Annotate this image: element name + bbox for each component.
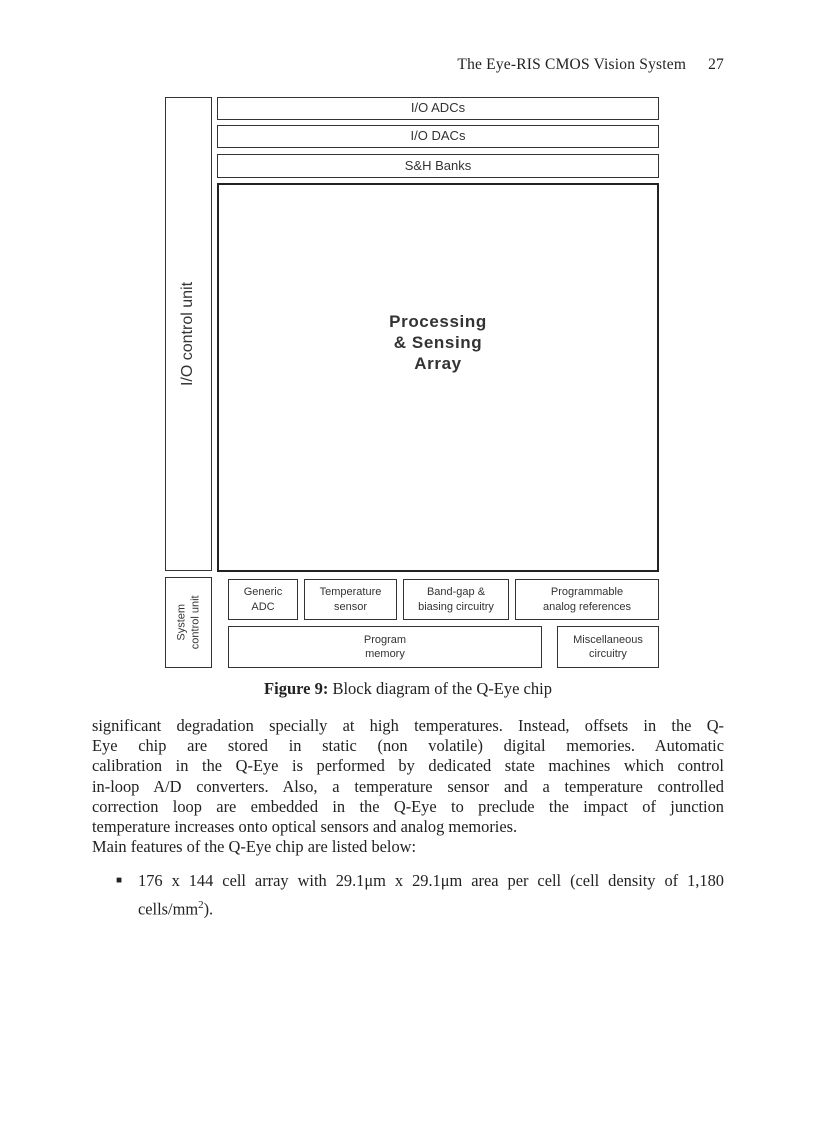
program-memory-label: Program memory: [363, 633, 407, 660]
processing-array-label: Processing & Sensing Array: [389, 312, 487, 373]
miscellaneous-circuitry-label: Miscellaneous circuitry: [573, 633, 643, 660]
header-title: The Eye-RIS CMOS Vision System: [457, 56, 687, 73]
temperature-sensor-block: [304, 579, 397, 620]
features-intro: Main features of the Q-Eye chip are listed below:: [92, 837, 417, 857]
feature-bullet-item: [92, 869, 724, 921]
programmable-analog-references-label: Programmable analog references: [542, 586, 632, 613]
system-control-unit-block: [165, 577, 212, 668]
bandgap-label: Band-gap & biasing circuitry: [418, 586, 494, 613]
figure-label: Figure 9:: [264, 679, 329, 698]
processing-array-block: [217, 183, 659, 572]
sh-banks-label: S&H Banks: [404, 157, 472, 173]
body-line: significant degradation specially at high temperatures. Instead, offsets in the Q-: [92, 716, 724, 735]
miscellaneous-circuitry-block: [557, 626, 659, 668]
body-line: temperature increases onto optical sensors and analog memories.: [92, 817, 518, 837]
io-dacs-block: [217, 125, 659, 148]
figure-caption: [0, 679, 816, 699]
generic-adc-label: Generic ADC: [243, 586, 283, 613]
io-control-unit-block: [165, 97, 212, 571]
system-control-unit-label: System control unit: [175, 595, 202, 650]
temperature-sensor-label: Temperature sensor: [319, 586, 382, 613]
programmable-analog-references-block: [515, 579, 659, 620]
io-control-unit-label: I/O control unit: [179, 281, 197, 387]
square-bullet-icon: ■: [116, 875, 123, 886]
figure-caption-text: Block diagram of the Q-Eye chip: [332, 679, 552, 698]
generic-adc-block: [228, 579, 298, 620]
io-dacs-label: I/O DACs: [410, 128, 466, 144]
body-line: Eye chip are stored in static (non volatile) digital memories. Automatic: [92, 736, 724, 756]
body-line: calibration in the Q-Eye is performed by dedicated state machines which control: [92, 756, 724, 776]
io-adcs-block: [217, 97, 659, 120]
body-line: correction loop are embedded in the Q-Eye to preclude the impact of junction: [92, 796, 724, 816]
running-header: [457, 56, 724, 74]
io-adcs-label: I/O ADCs: [410, 100, 466, 116]
bandgap-block: [403, 579, 509, 620]
body-line: in-loop A/D converters. Also, a temperature sensor and a temperature controlled: [92, 776, 724, 796]
page-number: 27: [708, 56, 724, 73]
program-memory-block: [228, 626, 542, 668]
feature-bullet-text: 176 x 144 cell array with 29.1μm x 29.1μm area per cell (cell density of 1,180 cells/$mm^2$).: [138, 871, 724, 919]
body-paragraph: [92, 716, 724, 857]
sh-banks-block: [217, 154, 659, 178]
